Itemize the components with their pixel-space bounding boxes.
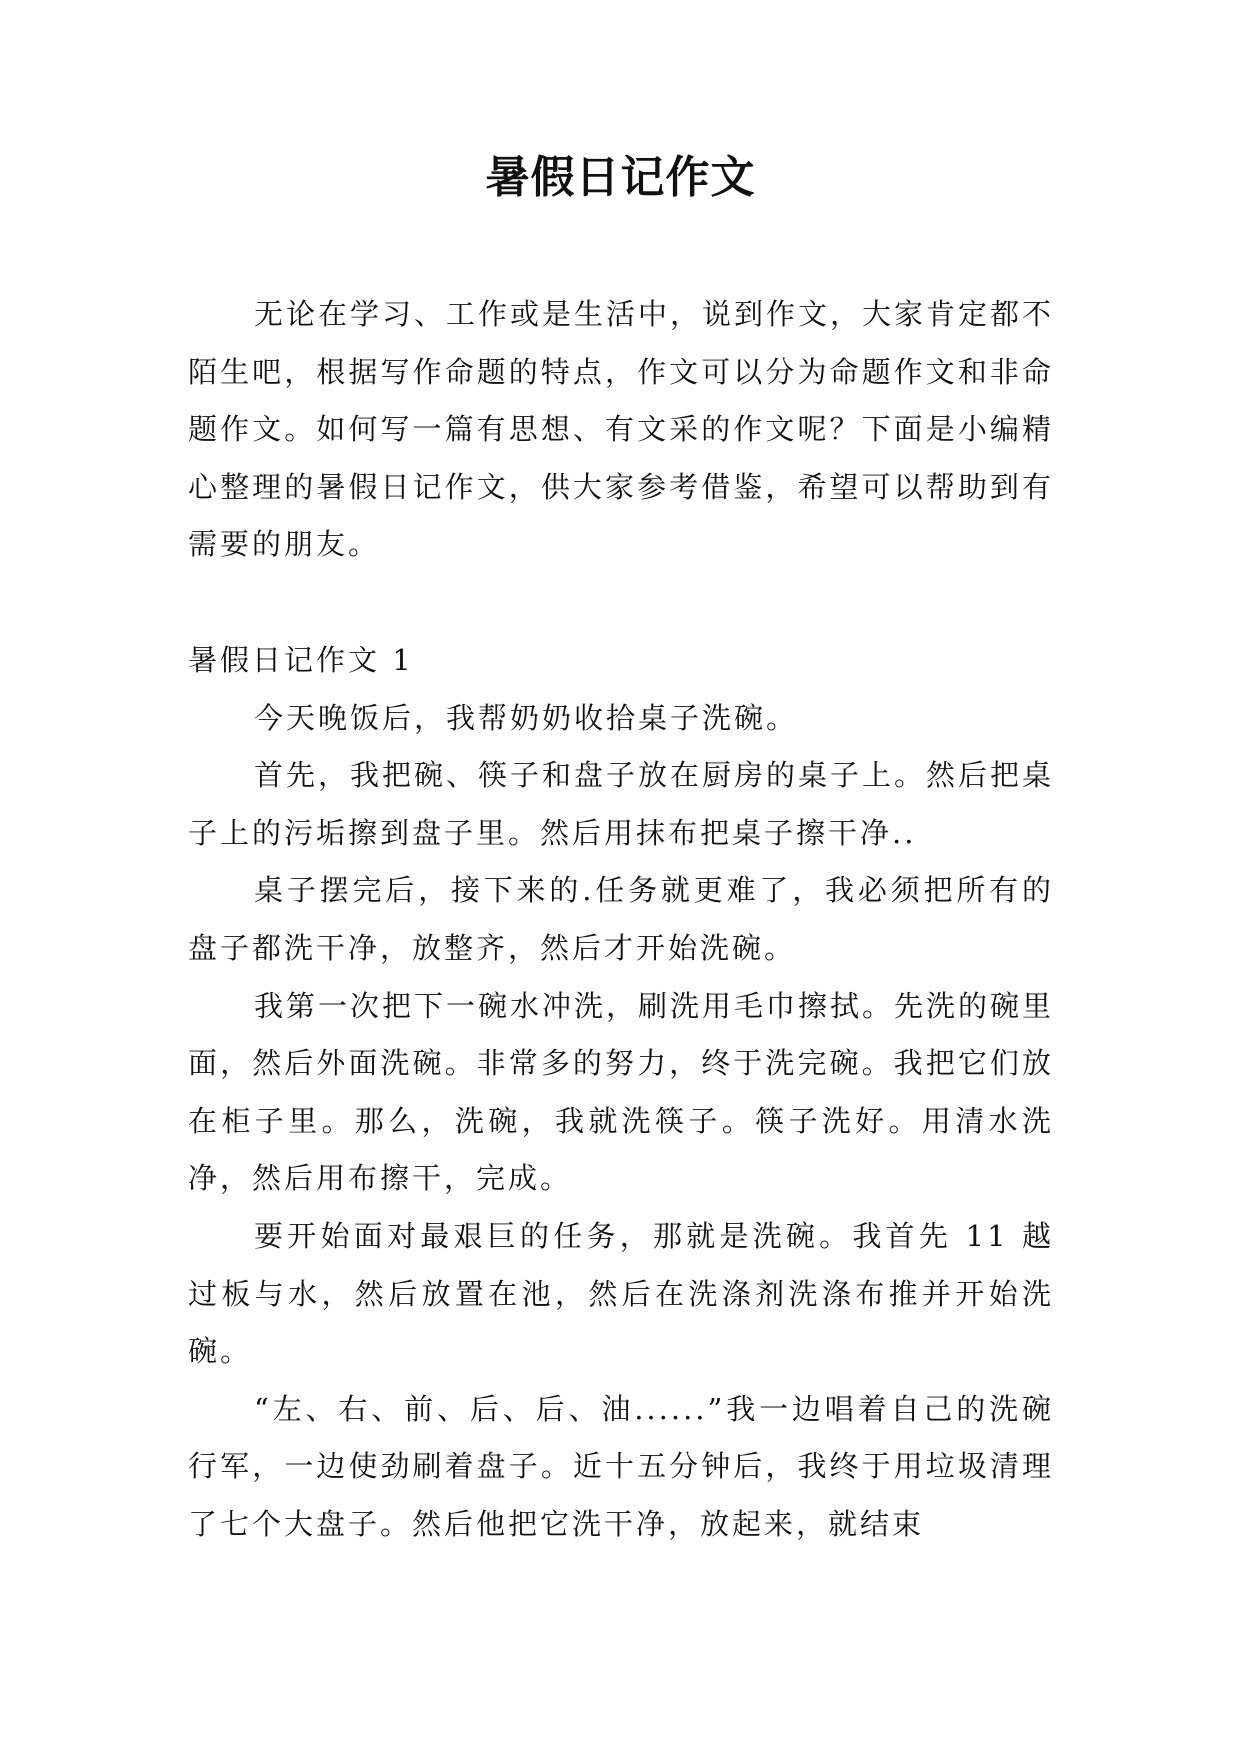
body-paragraph-5: 要开始面对最艰巨的任务，那就是洗碗。我首先 11 越过板与水，然后放置在池，然后在洗涤剂洗涤布推并开始洗碗。 xyxy=(188,1218,1054,1369)
document-body xyxy=(188,286,1054,1553)
body-paragraph-4: 我第一次把下一碗水冲洗，刷洗用毛巾擦拭。先洗的碗里面，然后外面洗碗。非常多的努力，终于洗完碗。我把它们放在柜子里。那么，洗碗，我就洗筷子。筷子洗好。用清水洗净，然后用布擦干，完成。 xyxy=(188,988,1055,1196)
body-paragraph-1: 今天晚饭后，我帮奶奶收拾桌子洗碗。 xyxy=(254,700,799,735)
intro-paragraph: 无论在学习、工作或是生活中，说到作文，大家肯定都不陌生吧，根据写作命题的特点，作文可以分为命题作文和非命题作文。如何写一篇有思想、有文采的作文呢？下面是小编精心整理的暑假日记作文，供大家参考借鉴，希望可以帮助到有需要的朋友。 xyxy=(188,297,1055,562)
body-paragraph-3: 桌子摆完后，接下来的.任务就更难了，我必须把所有的盘子都洗干净，放整齐，然后才开始洗碗。 xyxy=(188,873,1054,965)
document-title: 暑假日记作文 xyxy=(485,152,756,203)
section-heading: 暑假日记作文 1 xyxy=(188,642,414,677)
body-paragraph-2: 首先，我把碗、筷子和盘子放在厨房的桌子上。然后把桌子上的污垢擦到盘子里。然后用抹布把桌子擦干净.. xyxy=(188,758,1055,850)
body-paragraph-6: “左、右、前、后、后、油......”我一边唱着自己的洗碗行军，一边使劲刷着盘子。近十五分钟后，我终于用垃圾清理了七个大盘子。然后他把它洗干净，放起来，就结束 xyxy=(188,1391,1054,1541)
paragraph-spacer xyxy=(188,574,1054,632)
